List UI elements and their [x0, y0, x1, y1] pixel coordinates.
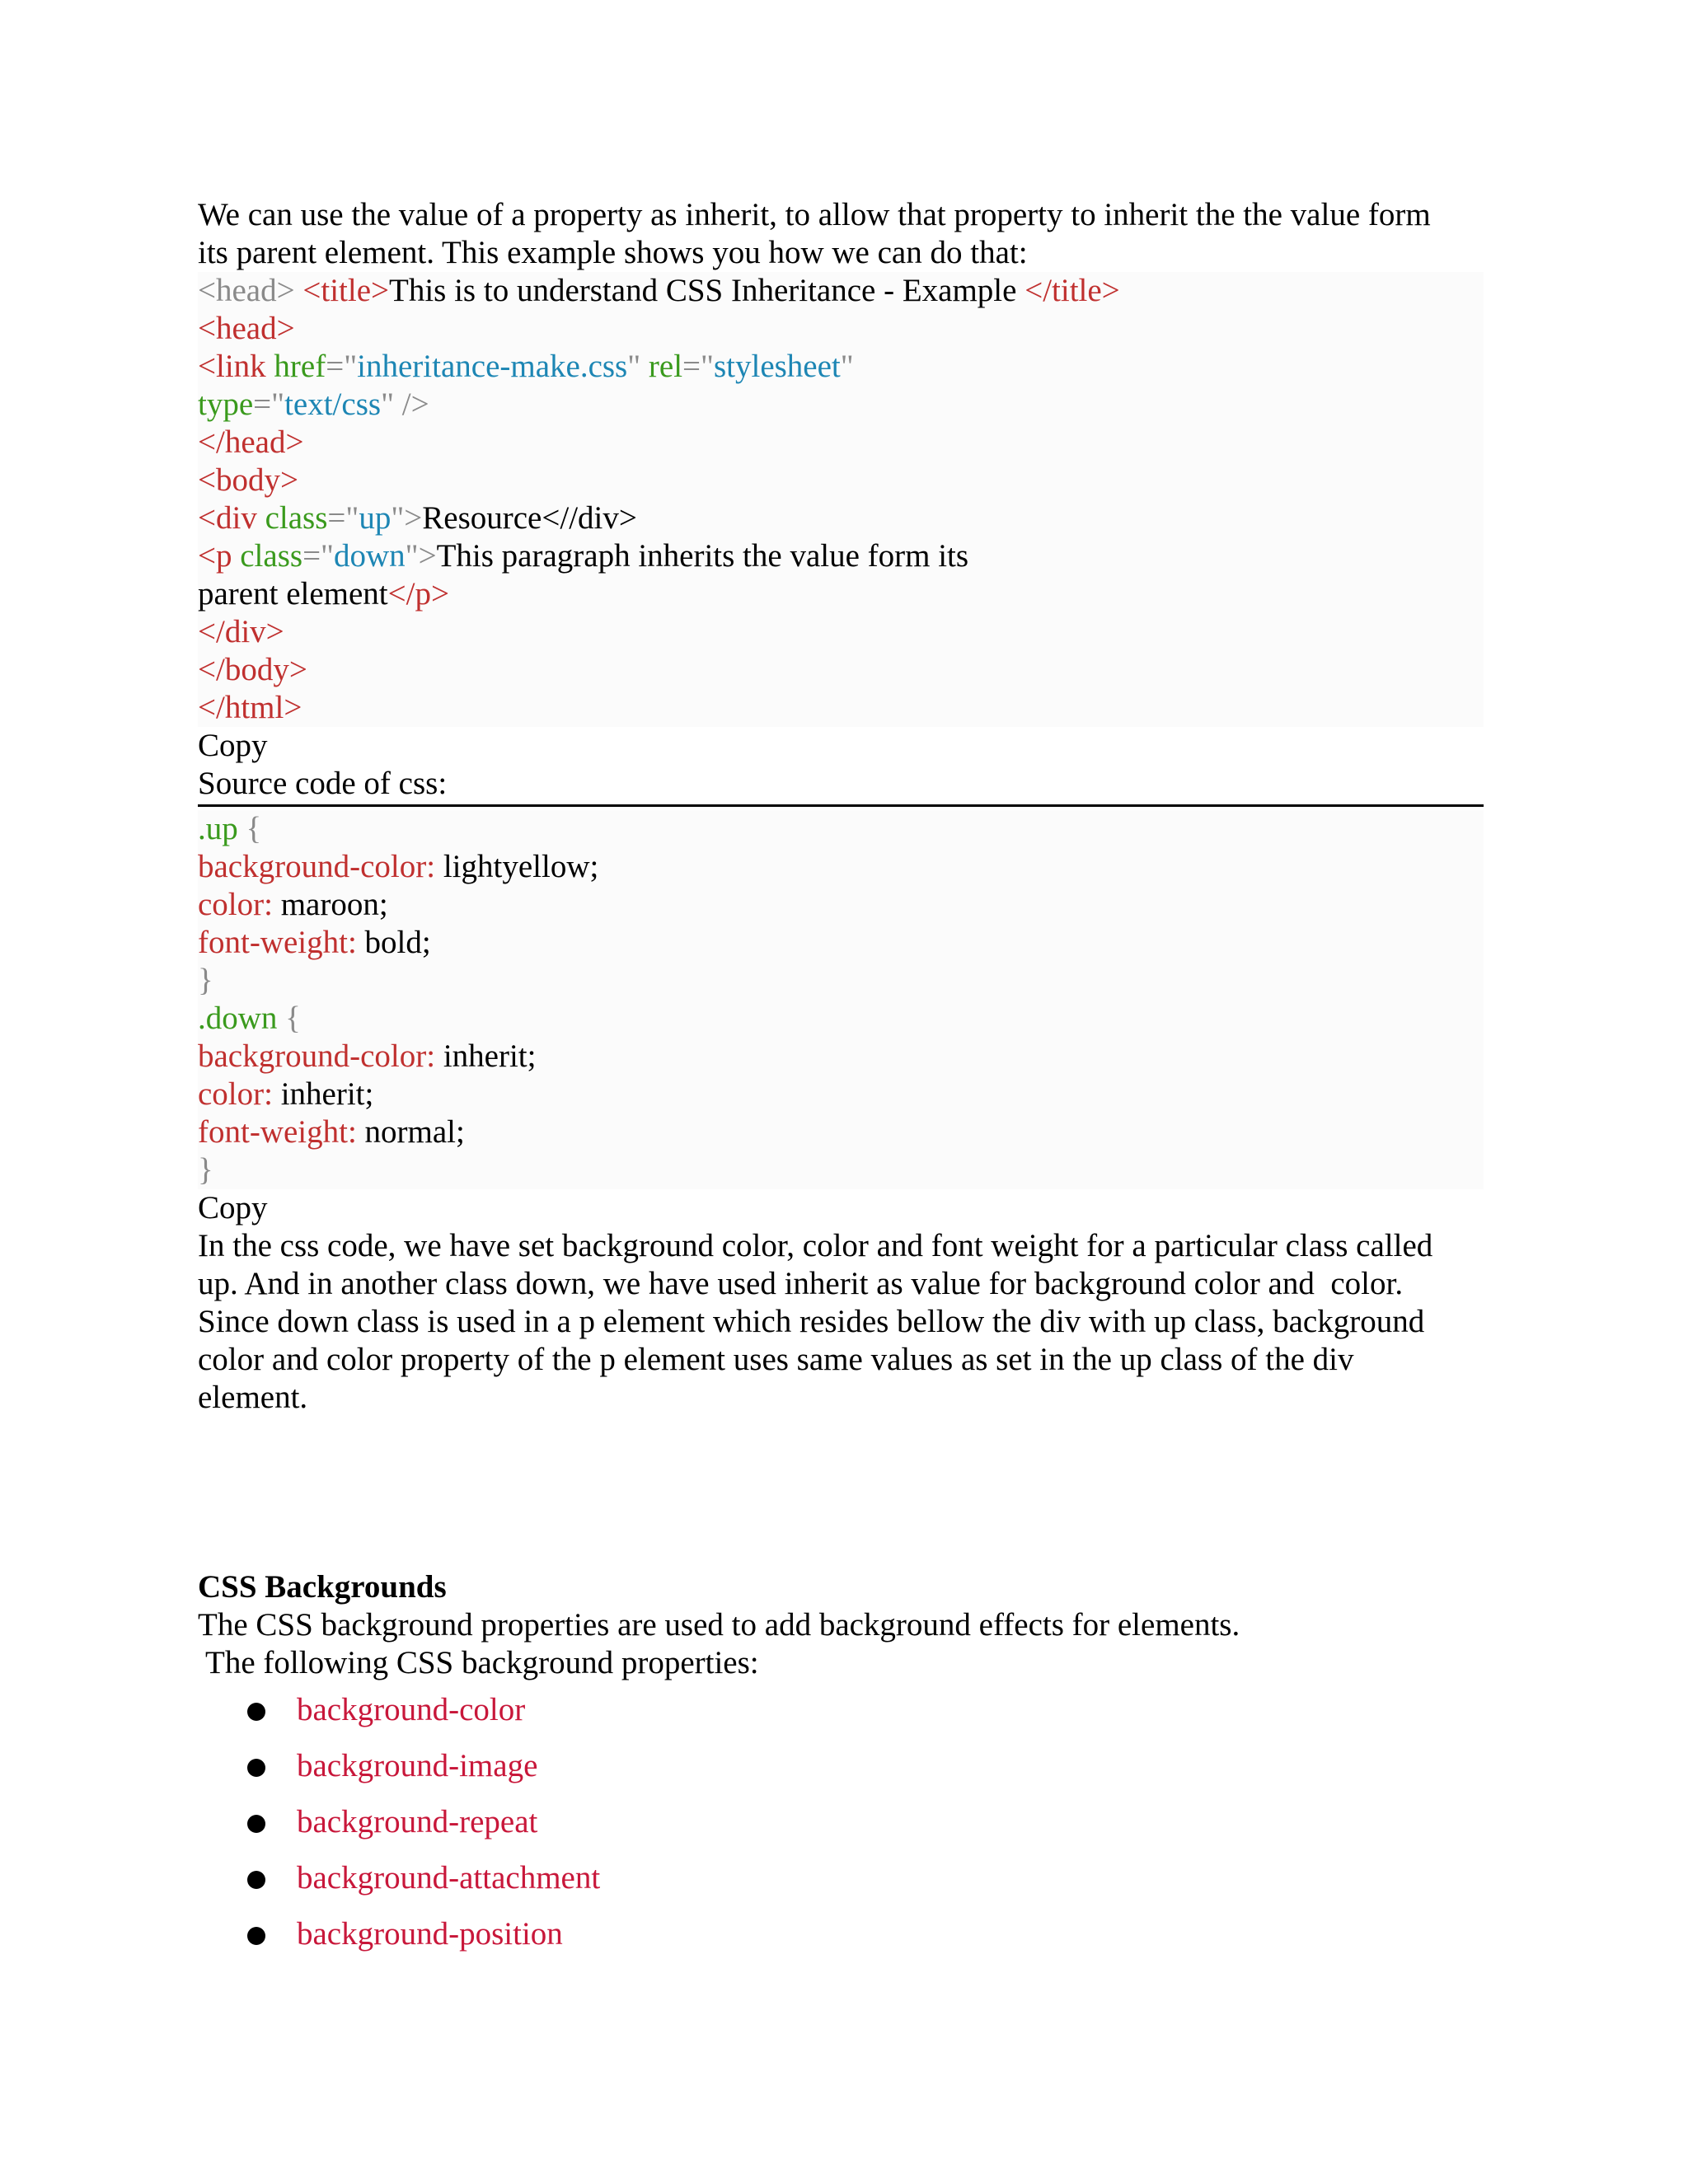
copy-label: Copy — [198, 728, 268, 763]
tag-token: </p> — [387, 576, 449, 612]
punc-token: =" — [327, 500, 359, 536]
value-token: inherit; — [272, 1076, 374, 1112]
list-item — [198, 1794, 1484, 1850]
code-line: </body> — [198, 652, 307, 687]
horizontal-rule — [198, 804, 1484, 807]
code-line: </head> — [198, 424, 304, 460]
value-token: normal; — [356, 1114, 465, 1150]
code-line: </div> — [198, 614, 284, 649]
property-token: font-weight: — [198, 1114, 357, 1150]
value-token: text/css — [284, 387, 382, 422]
value-token: down — [333, 538, 406, 574]
brace-token: { — [237, 811, 262, 846]
explanation-line: In the css code, we have set background color, color and font weight for a particular class called — [198, 1228, 1433, 1263]
css-source-label: Source code of css: — [198, 766, 448, 801]
value-token: maroon; — [272, 887, 388, 922]
property-token: background-color: — [198, 1038, 436, 1074]
code-line — [198, 924, 1484, 962]
list-item-text: background-attachment — [297, 1860, 601, 1896]
section-heading: CSS Backgrounds — [198, 1569, 447, 1605]
code-line — [198, 1038, 1484, 1076]
code-line: </html> — [198, 690, 302, 725]
code-line — [198, 348, 1484, 386]
code-line — [198, 499, 1484, 537]
code-line — [198, 1076, 1484, 1113]
background-properties-list — [198, 1682, 1484, 1962]
explanation-paragraph — [198, 1227, 1484, 1417]
code-line — [198, 848, 1484, 886]
punc-token: " — [840, 349, 854, 384]
value-token: lightyellow; — [435, 849, 599, 884]
space-token — [295, 273, 303, 308]
punc-token: =" — [326, 349, 358, 384]
section-spacer — [198, 1417, 1484, 1568]
code-line: } — [198, 963, 213, 998]
section-description: The following CSS background properties: — [198, 1645, 759, 1680]
html-code-block — [198, 272, 1484, 727]
intro-paragraph — [198, 196, 1484, 272]
list-item — [198, 1906, 1484, 1962]
selector-token: .down — [198, 1001, 278, 1036]
tag-token: <title> — [302, 273, 390, 308]
code-line — [198, 810, 1484, 848]
text-token: This paragraph inherits the value form its — [436, 538, 969, 574]
list-item — [198, 1738, 1484, 1794]
punc-token: =" — [302, 538, 334, 574]
copy-label: Copy — [198, 1190, 268, 1226]
tag-token: <div — [198, 500, 257, 536]
attr-token: type — [198, 387, 254, 422]
list-item-text: background-repeat — [297, 1804, 538, 1840]
tag-token: <p — [198, 538, 232, 574]
css-code-block — [198, 810, 1484, 1189]
code-line: } — [198, 1152, 213, 1188]
list-item-text: background-position — [297, 1916, 563, 1952]
text-token: Resource<//div> — [422, 500, 637, 536]
code-line — [198, 575, 1484, 613]
tag-token: <link — [198, 349, 266, 384]
attr-token: class — [256, 500, 328, 536]
intro-line: We can use the value of a property as inherit, to allow that property to inherit the the value form — [198, 197, 1431, 232]
value-token: bold; — [356, 925, 431, 960]
attr-token: rel — [640, 349, 683, 384]
property-token: font-weight: — [198, 925, 357, 960]
punc-token: "> — [405, 538, 437, 574]
code-line — [198, 1000, 1484, 1038]
punc-token: " — [627, 349, 641, 384]
document-page — [198, 196, 1484, 1962]
section-description: The CSS background properties are used to add background effects for elements. — [198, 1607, 1240, 1643]
punc-token: "> — [391, 500, 423, 536]
bullet-icon — [247, 1703, 265, 1721]
list-item — [198, 1682, 1484, 1738]
property-token: color: — [198, 1076, 273, 1112]
code-line — [198, 386, 1484, 424]
list-item-text: background-image — [297, 1748, 538, 1783]
code-line — [198, 272, 1484, 310]
intro-line: its parent element. This example shows you how we can do that: — [198, 235, 1028, 270]
explanation-line: Since down class is used in a p element which resides bellow the div with up class, background — [198, 1304, 1425, 1339]
attr-token: href — [265, 349, 326, 384]
punc-token: =" — [253, 387, 285, 422]
explanation-line: color and color property of the p element uses same values as set in the up class of the div — [198, 1342, 1354, 1377]
text-token: This is to understand CSS Inheritance - Example — [389, 273, 1025, 308]
bullet-icon — [247, 1927, 265, 1945]
punc-token: " — [381, 387, 394, 422]
explanation-line: element. — [198, 1380, 308, 1415]
code-line — [198, 537, 1484, 575]
code-line — [198, 1113, 1484, 1151]
property-token: background-color: — [198, 849, 436, 884]
bullet-icon — [247, 1759, 265, 1777]
property-token: color: — [198, 887, 273, 922]
value-token: up — [359, 500, 392, 536]
tag-token: <head> — [198, 273, 295, 308]
explanation-line: up. And in another class down, we have used inherit as value for background color and color. — [198, 1266, 1404, 1301]
code-line — [198, 886, 1484, 924]
list-item-text: background-color — [297, 1692, 526, 1727]
text-token: parent element — [198, 576, 388, 612]
bullet-icon — [247, 1871, 265, 1889]
attr-token: class — [232, 538, 303, 574]
punc-token: =" — [682, 349, 714, 384]
value-token: stylesheet — [713, 349, 841, 384]
bullet-icon — [247, 1815, 265, 1833]
list-item — [198, 1850, 1484, 1906]
selector-token: .up — [198, 811, 238, 846]
code-line: <body> — [198, 462, 298, 498]
punc-token: /> — [393, 387, 429, 422]
tag-token: </title> — [1025, 273, 1120, 308]
brace-token: { — [277, 1001, 301, 1036]
code-line: <head> — [198, 311, 295, 346]
value-token: inherit; — [435, 1038, 537, 1074]
value-token: inheritance-make.css — [357, 349, 628, 384]
backgrounds-section — [198, 1568, 1484, 1962]
